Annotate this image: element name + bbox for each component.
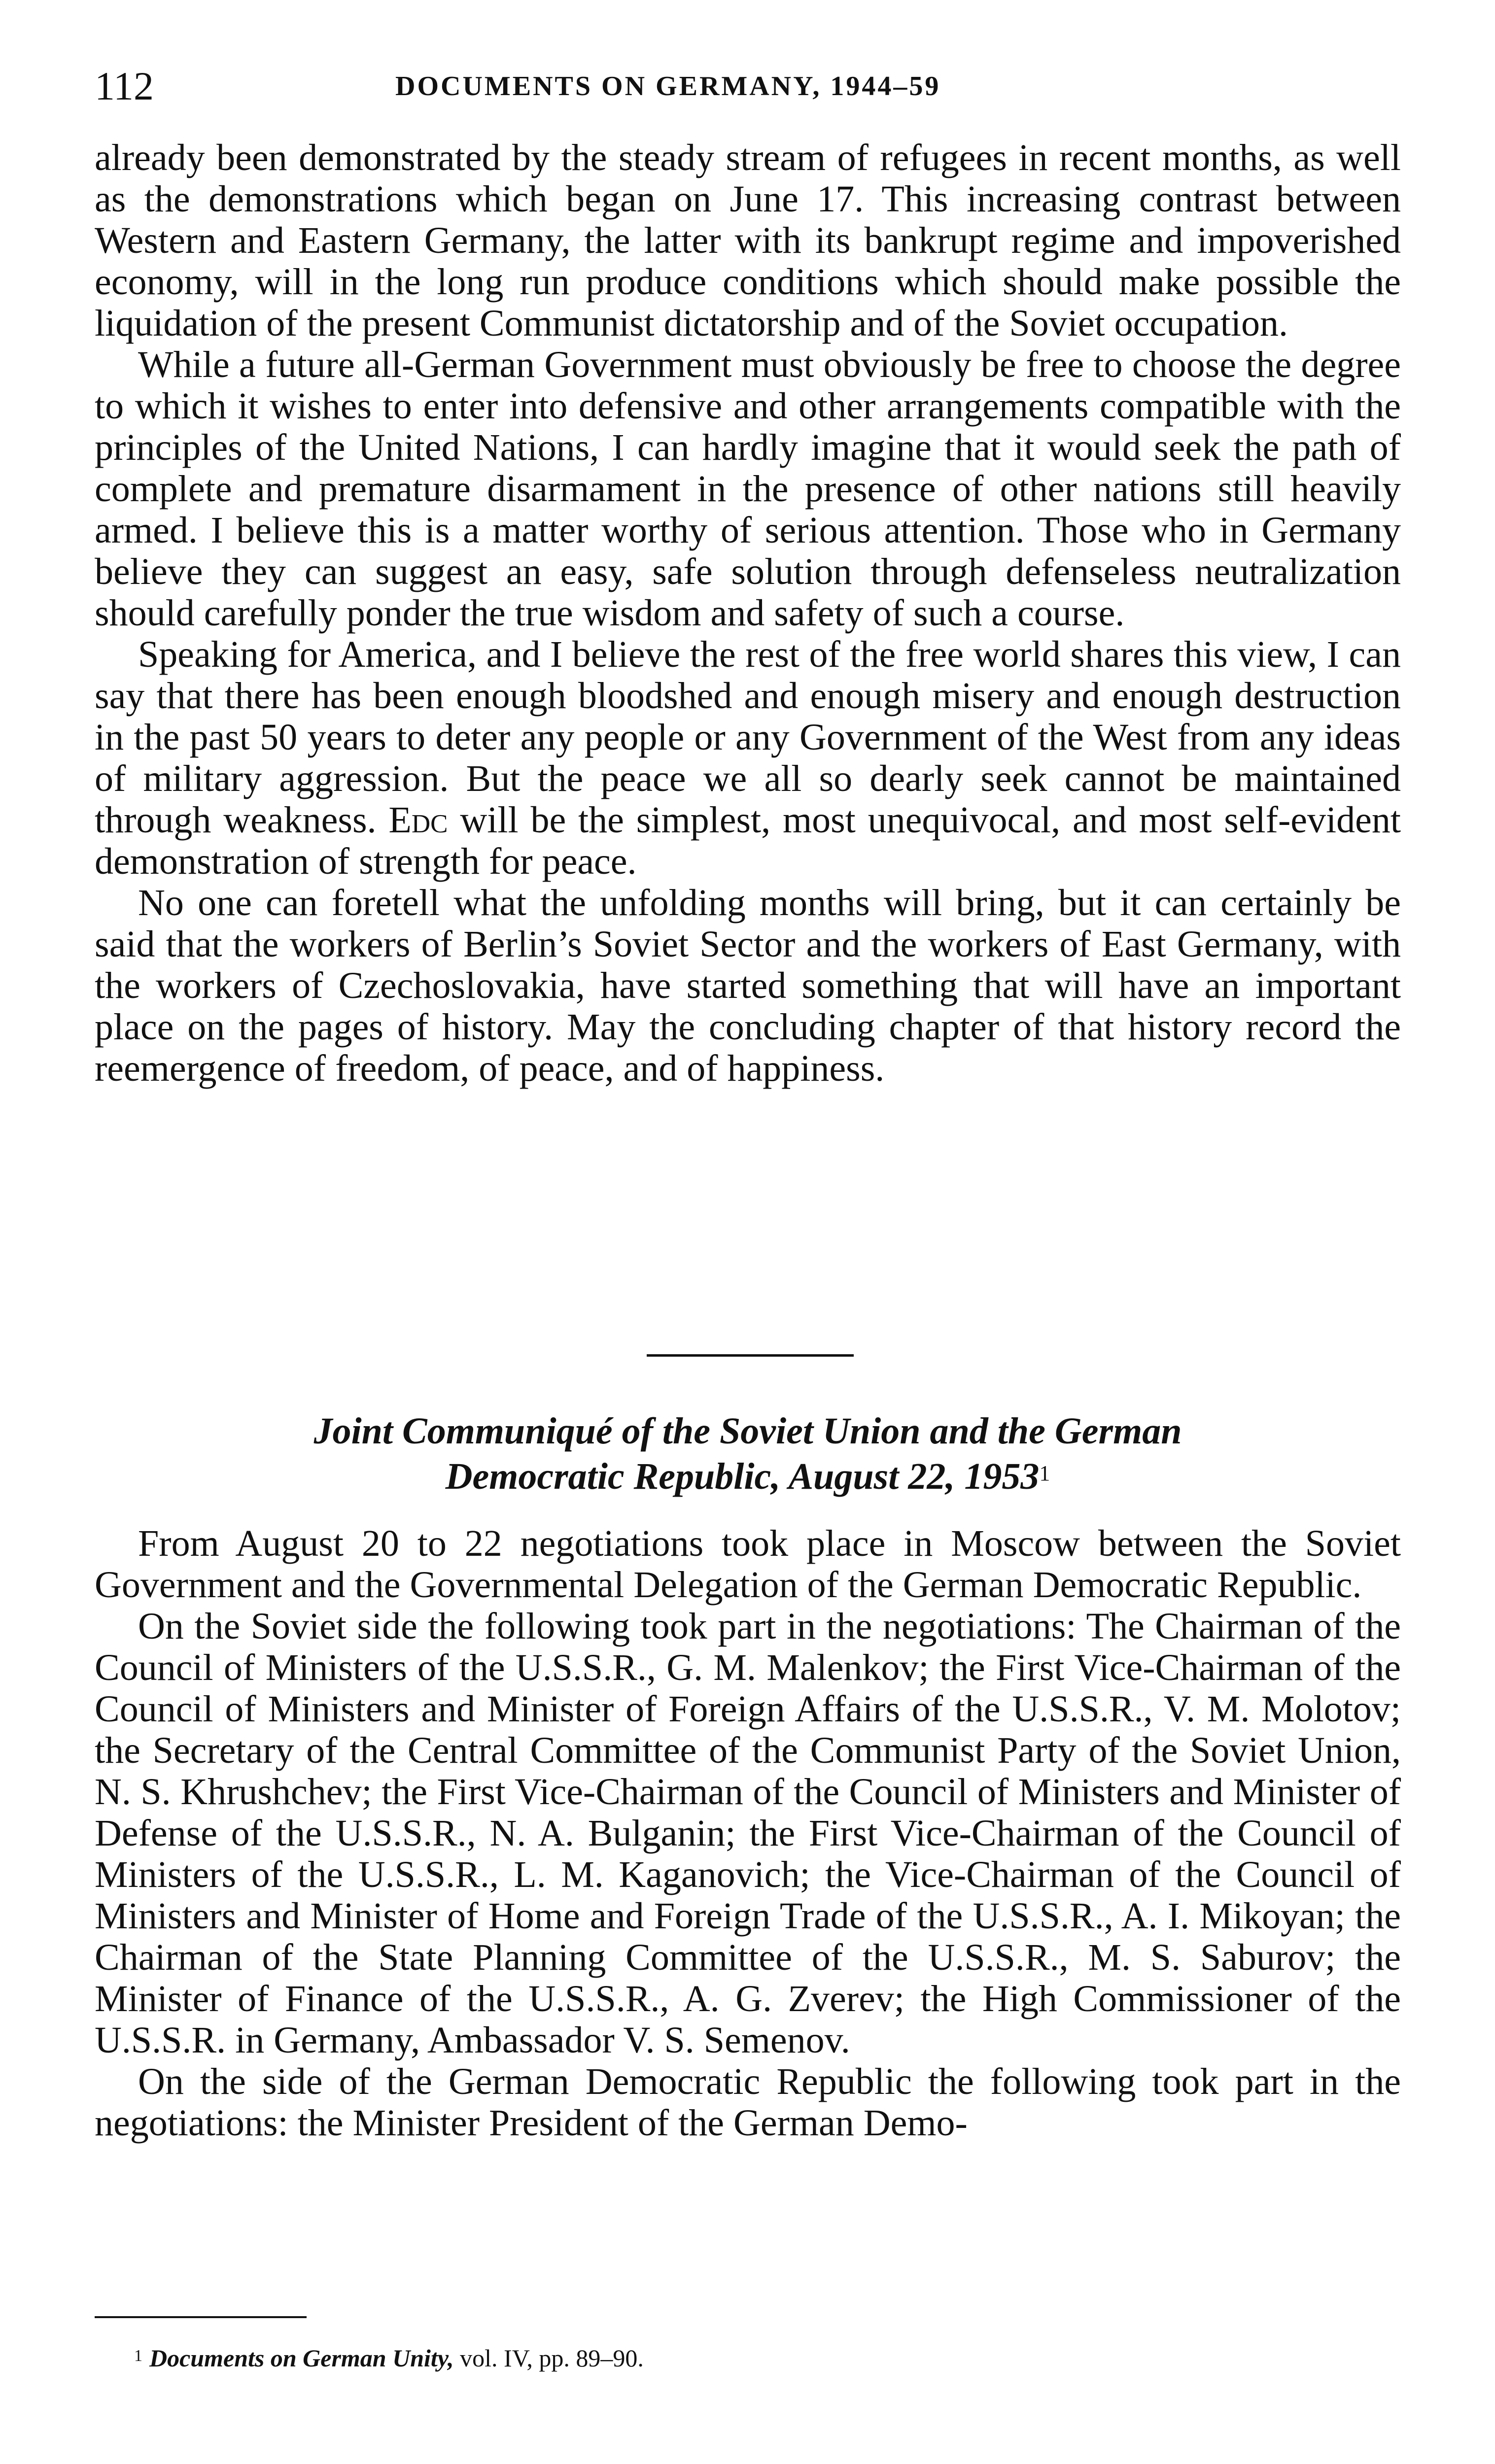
heading-line-2 — [154, 1454, 1342, 1499]
footnote-rule — [95, 2316, 307, 2318]
heading-line-1: Joint Communiqué of the Soviet Union and the German — [313, 1410, 1182, 1452]
footnote-source-detail: vol. IV, pp. 89–90. — [460, 2344, 644, 2372]
paragraph-defense: While a future all-German Government must obviously be free to choose the degree to which it wishes to enter into defensive and other arrangements compatible with the principles of the United Nations, I can hardly imagine that it would seek the path of complete and premature disarmament in the presence of other nations still heavily armed. I believe this is a matter worthy of serious attention. Those who in Germany believe they can suggest an easy, safe solution through defenseless neutralization should carefully ponder the true wisdom and safety of such a course. — [95, 344, 1401, 634]
footnote-source-title: Documents on German Unity, — [149, 2344, 454, 2372]
running-head — [95, 59, 1401, 113]
body-text-section-1 — [95, 137, 1401, 1089]
running-title: DOCUMENTS ON GERMANY, 1944–59 — [395, 71, 941, 102]
paragraph-peace-text-a: Speaking for America, and I believe the rest of the free world shares this view, I can say that there has been enough bloodshed and enough misery and enough destruction in the past 50 years to deter any people or any Government of the West from any ideas of military aggression. But the peace we all so dearly seek cannot be maintained through weakness. — [95, 634, 1401, 841]
edc-abbreviation: Edc — [388, 799, 448, 841]
paragraph-negotiations: From August 20 to 22 negotiations took place in Moscow between the Soviet Government and the Governmental Delegation of the German Democratic Republic. — [95, 1523, 1401, 1606]
paragraph-peace-text-b: will be the simplest, most unequivocal, and most self-evident demonstration of strength for peace. — [95, 799, 1401, 882]
paragraph-soviet-participants: On the Soviet side the following took part in the negotiations: The Chairman of the Council of Ministers of the U.S.S.R., G. M. Malenkov; the First Vice-Chairman of the Council of Ministers and Minister of Foreign Affairs of the U.S.S.R., V. M. Molotov; the Secretary of the Central Committee of the Communist Party of the Soviet Union, N. S. Khrushchev; the First Vice-Chairman of the Council of Ministers and Minister of Defense of the U.S.S.R., N. A. Bulganin; the First Vice-Chairman of the Council of Ministers of the U.S.S.R., L. M. Kaganovich; the Vice-Chairman of the Council of Ministers and Minister of Home and Foreign Trade of the U.S.S.R., A. I. Mikoyan; the Chairman of the State Planning Committee of the U.S.S.R., M. S. Saburov; the Minister of Finance of the U.S.S.R., A. G. Zverev; the High Commissioner of the U.S.S.R. in Germany, Ambassador V. S. Semenov. — [95, 1606, 1401, 2061]
paragraph-gdr-participants: On the side of the German Democratic Republic the following took part in the negotiations: the Minister President of the German Demo- — [95, 2061, 1401, 2144]
section-divider — [647, 1354, 854, 1357]
document-heading — [154, 1408, 1342, 1499]
heading-line-2-text: Democratic Republic, August 22, 1953 — [445, 1456, 1040, 1497]
paragraph-continuation: already been demonstrated by the steady stream of refugees in recent months, as well as the demonstrations which began on June 17. This increasing contrast between Western and Eastern Germany, the latter with its bankrupt regime and impoverished economy, will in the long run produce conditions which should make possible the liquidation of the present Communist dictatorship and of the Soviet occupation. — [95, 137, 1401, 344]
footnote — [134, 2341, 1317, 2375]
document-page — [95, 0, 1401, 2464]
body-text-section-2 — [95, 1523, 1401, 2144]
paragraph-history: No one can foretell what the unfolding months will bring, but it can certainly be said that the workers of Berlin’s Soviet Sector and the workers of East Germany, with the workers of Czechoslovakia, have started something that will have an important place on the pages of history. May the concluding chapter of that history record the reemergence of freedom, of peace, and of happiness. — [95, 882, 1401, 1089]
paragraph-peace — [95, 634, 1401, 882]
footnote-mark: 1 — [134, 2347, 142, 2365]
page-number: 112 — [95, 64, 154, 108]
footnote-reference: 1 — [1039, 1461, 1050, 1485]
